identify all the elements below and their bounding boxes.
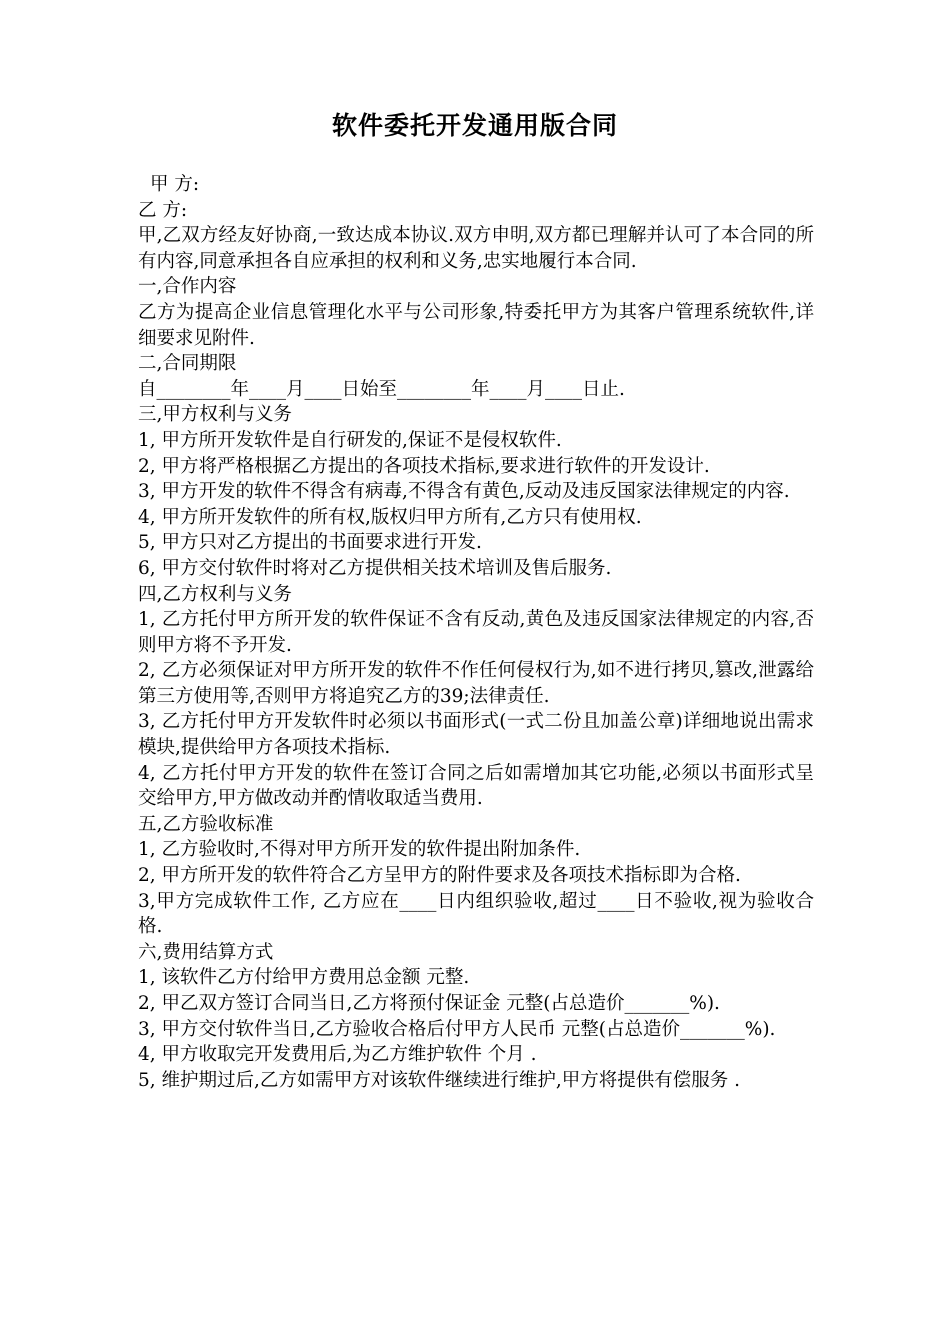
- preamble-paragraph: 甲,乙双方经友好协商,一致达成本协议.双方申明,双方都已理解并认可了本合同的所有内容,同意承担各自应承担的权利和义务,忠实地履行本合同.: [138, 225, 814, 272]
- clause-4-3: 3, 乙方托付甲方开发软件时必须以书面形式(一式二份且加盖公章)详细地说出需求模块,提供给甲方各项技术指标.: [138, 711, 814, 759]
- section-heading-6: 六,费用结算方式: [138, 941, 274, 963]
- section-heading-3: 三,甲方权利与义务: [138, 404, 292, 426]
- party-b-line: 乙 方:: [138, 199, 188, 221]
- clause-6-1: 1, 该软件乙方付给甲方费用总金额 元整.: [138, 967, 470, 989]
- clause-3-4: 4, 甲方所开发软件的所有权,版权归甲方所有,乙方只有使用权.: [138, 506, 642, 528]
- clause-3-5: 5, 甲方只对乙方提出的书面要求进行开发.: [138, 532, 482, 554]
- clause-6-5: 5, 维护期过后,乙方如需甲方对该软件继续进行维护,甲方将提供有偿服务 .: [138, 1069, 741, 1091]
- clause-4-4: 4, 乙方托付甲方开发的软件在签订合同之后如需增加其它功能,必须以书面形式呈交给甲方,甲方做改动并酌情收取适当费用.: [138, 762, 814, 810]
- section-heading-4: 四,乙方权利与义务: [138, 583, 292, 605]
- clause-5-3: 3,甲方完成软件工作, 乙方应在____日内组织验收,超过____日不验收,视为验收合格.: [138, 890, 814, 938]
- clause-6-2: 2, 甲乙双方签订合同当日,乙方将预付保证金 元整(占总造价_______%).: [138, 993, 720, 1014]
- clause-3-3: 3, 甲方开发的软件不得含有病毒,不得含有黄色,反动及违反国家法律规定的内容.: [138, 481, 790, 503]
- clause-5-1: 1, 乙方验收时,不得对甲方所开发的软件提出附加条件.: [138, 839, 581, 861]
- contract-period-line: 自________年____月____日始至________年____月____日止.: [138, 378, 625, 400]
- clause-4-2: 2, 乙方必须保证对甲方所开发的软件不作任何侵权行为,如不进行拷贝,篡改,泄露给第三方使用等,否则甲方将追究乙方的39;法律责任.: [138, 660, 814, 707]
- clause-3-2: 2, 甲方将严格根据乙方提出的各项技术指标,要求进行软件的开发设计.: [138, 455, 710, 477]
- clause-3-1: 1, 甲方所开发软件是自行研发的,保证不是侵权软件.: [138, 429, 562, 451]
- document-title: 软件委托开发通用版合同: [331, 111, 618, 140]
- section-heading-2: 二,合同期限: [138, 353, 237, 375]
- clause-3-6: 6, 甲方交付软件时将对乙方提供相关技术培训及售后服务.: [138, 557, 612, 579]
- section-1-paragraph: 乙方为提高企业信息管理化水平与公司形象,特委托甲方为其客户管理系统软件,详细要求见附件.: [138, 301, 814, 349]
- clause-4-1: 1, 乙方托付甲方所开发的软件保证不含有反动,黄色及违反国家法律规定的内容,否则甲方将不予开发.: [138, 609, 814, 656]
- section-heading-1: 一,合作内容: [138, 276, 237, 298]
- party-a-line: 甲 方:: [150, 174, 200, 195]
- section-heading-5: 五,乙方验收标准: [138, 813, 274, 835]
- clause-5-2: 2, 甲方所开发的软件符合乙方呈甲方的附件要求及各项技术指标即为合格.: [138, 865, 741, 887]
- clause-6-3: 3, 甲方交付软件当日,乙方验收合格后付甲方人民币 元整(占总造价_______%).: [138, 1018, 776, 1040]
- document-body: [138, 172, 814, 1093]
- clause-6-4: 4, 甲方收取完开发费用后,为乙方维护软件 个月 .: [138, 1044, 537, 1066]
